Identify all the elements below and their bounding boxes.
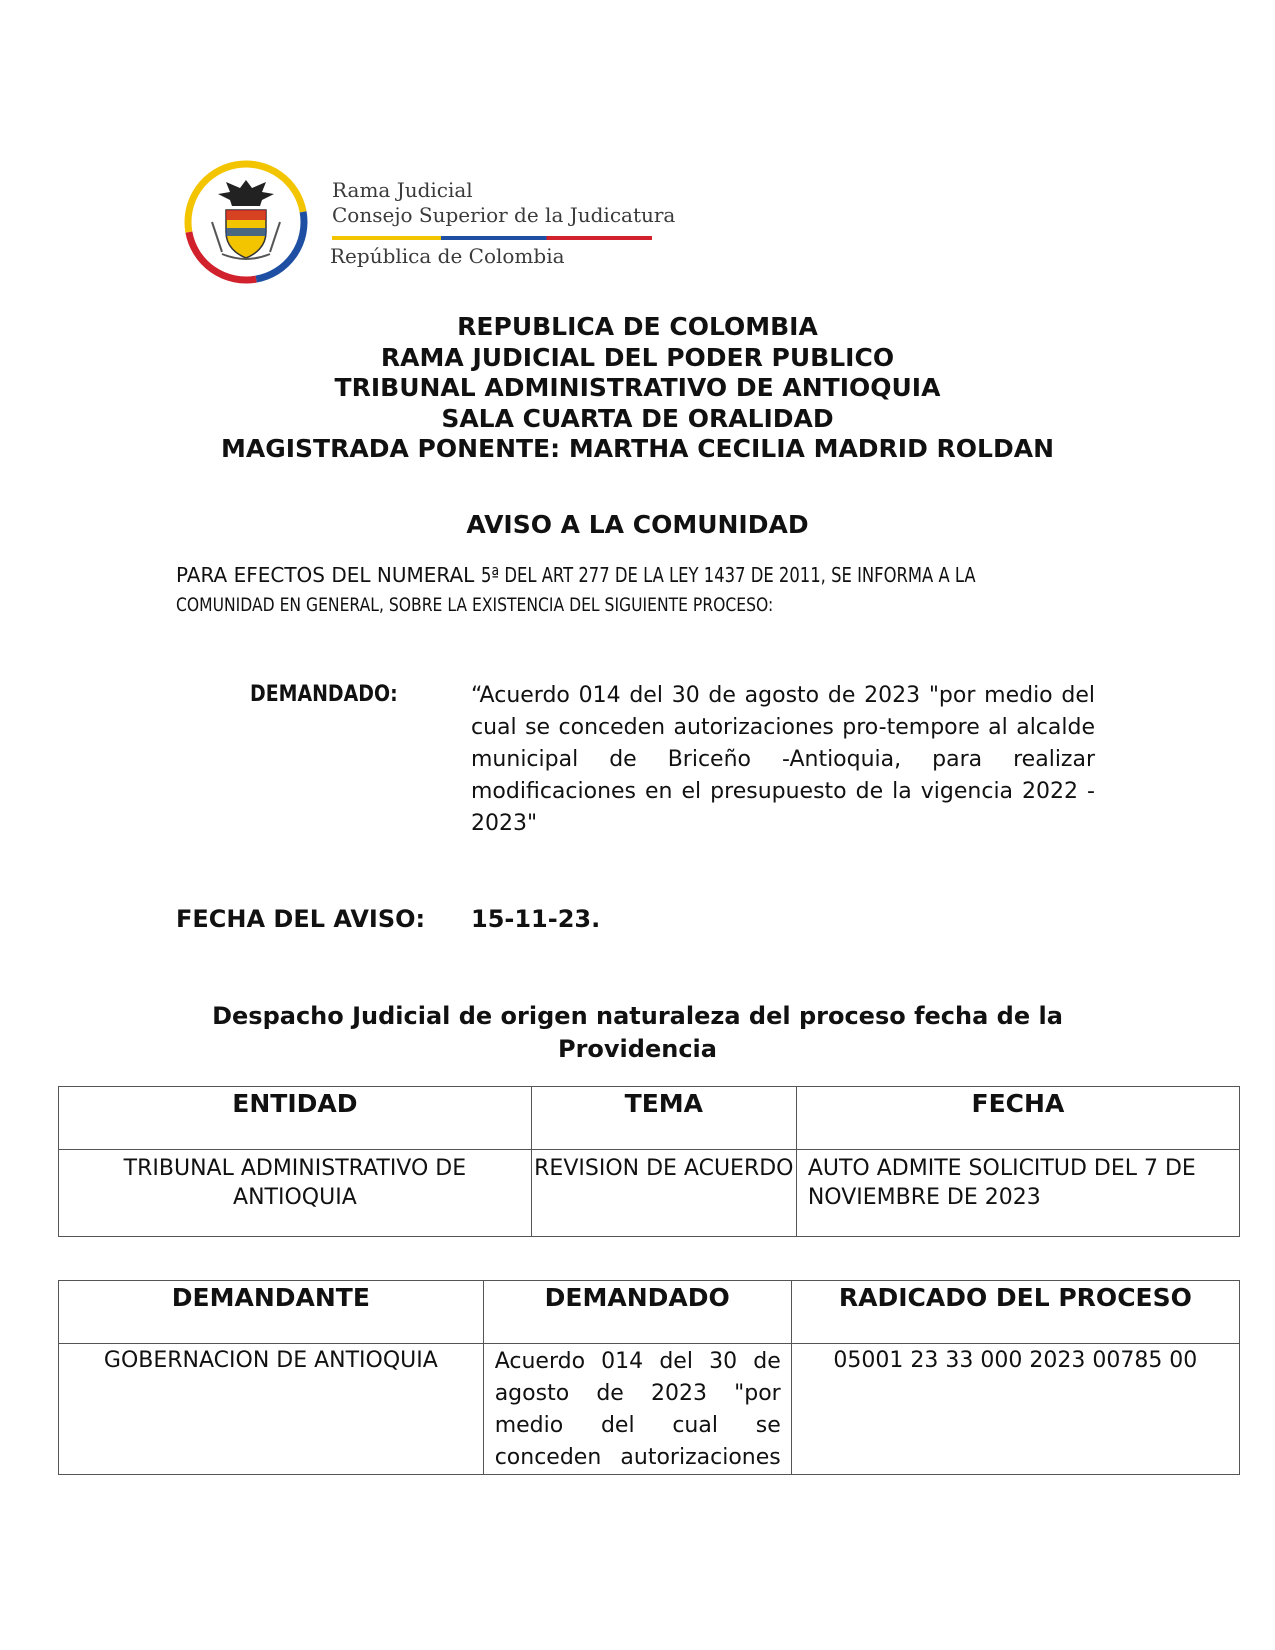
aviso-title: AVISO A LA COMUNIDAD xyxy=(466,510,809,539)
intro-text-b: 5ª DEL ART 277 DE LA LEY 1437 DE 2011, SE INFORMA A LA xyxy=(480,563,976,587)
header-demandado: DEMANDADO xyxy=(483,1281,791,1344)
cell-radicado: 05001 23 33 000 2023 00785 00 xyxy=(791,1344,1239,1475)
despacho-line-2: Providencia xyxy=(558,1035,717,1063)
intro-text-a: PARA EFECTOS DEL NUMERAL xyxy=(176,563,481,587)
table-row xyxy=(59,1150,1240,1237)
header-entidad: ENTIDAD xyxy=(59,1087,532,1150)
rama-judicial-logo xyxy=(182,158,676,298)
table-header-row xyxy=(59,1281,1240,1344)
header-line-rama: RAMA JUDICIAL DEL PODER PUBLICO xyxy=(380,342,895,372)
logo-tricolor-rule xyxy=(332,236,652,240)
header-tema: TEMA xyxy=(531,1087,796,1150)
logo-line-consejo: Consejo Superior de la Judicatura xyxy=(332,203,676,227)
logo-line-rama: Rama Judicial xyxy=(332,178,473,202)
fecha-aviso-value: 15-11-23. xyxy=(471,905,601,933)
despacho-line-1: Despacho Judicial de origen naturaleza del proceso fecha de la xyxy=(212,1002,1063,1030)
despacho-heading xyxy=(0,1000,1275,1066)
header-line-tribunal: TRIBUNAL ADMINISTRATIVO DE ANTIOQUIA xyxy=(334,373,941,402)
header-line-republica: REPUBLICA DE COLOMBIA xyxy=(457,312,818,341)
document-header xyxy=(0,312,1275,465)
coat-of-arms-emblem xyxy=(182,158,312,288)
logo-wordmark xyxy=(332,178,675,228)
header-radicado: RADICADO DEL PROCESO xyxy=(791,1281,1239,1344)
cell-fecha: AUTO ADMITE SOLICITUD DEL 7 DE NOVIEMBRE DE 2023 xyxy=(796,1150,1239,1237)
process-origin-table xyxy=(58,1086,1240,1237)
header-line-sala: SALA CUARTA DE ORALIDAD xyxy=(441,403,834,433)
intro-text-c: COMUNIDAD EN GENERAL, SOBRE LA EXISTENCIA DEL SIGUIENTE PROCESO: xyxy=(176,594,774,616)
header-fecha: FECHA xyxy=(796,1087,1239,1150)
cell-entidad: TRIBUNAL ADMINISTRATIVO DE ANTIOQUIA xyxy=(59,1150,532,1237)
process-parties-table xyxy=(58,1280,1240,1475)
header-line-magistrada: MAGISTRADA PONENTE: MARTHA CECILIA MADRID ROLDAN xyxy=(220,434,1055,463)
logo-line-republica: República de Colombia xyxy=(330,244,565,268)
header-demandante: DEMANDANTE xyxy=(59,1281,484,1344)
cell-demandante: GOBERNACION DE ANTIOQUIA xyxy=(59,1344,484,1475)
cell-demandado: Acuerdo 014 del 30 de agosto de 2023 "por medio del cual se conceden autorizaciones xyxy=(483,1344,791,1475)
table-header-row xyxy=(59,1087,1240,1150)
demandado-label: DEMANDADO: xyxy=(250,682,398,707)
demandado-text: “Acuerdo 014 del 30 de agosto de 2023 "por medio del cual se conceden autorizaciones pro-tempore al alcalde municipal de Briceño -Antioquia, para realizar modificaciones en el presupuesto de la vigencia 2022 - 2023" xyxy=(471,683,1095,836)
table-row xyxy=(59,1344,1240,1475)
fecha-aviso-label: FECHA DEL AVISO: xyxy=(176,905,426,933)
cell-tema: REVISION DE ACUERDO xyxy=(531,1150,796,1237)
aviso-intro xyxy=(176,560,1096,620)
